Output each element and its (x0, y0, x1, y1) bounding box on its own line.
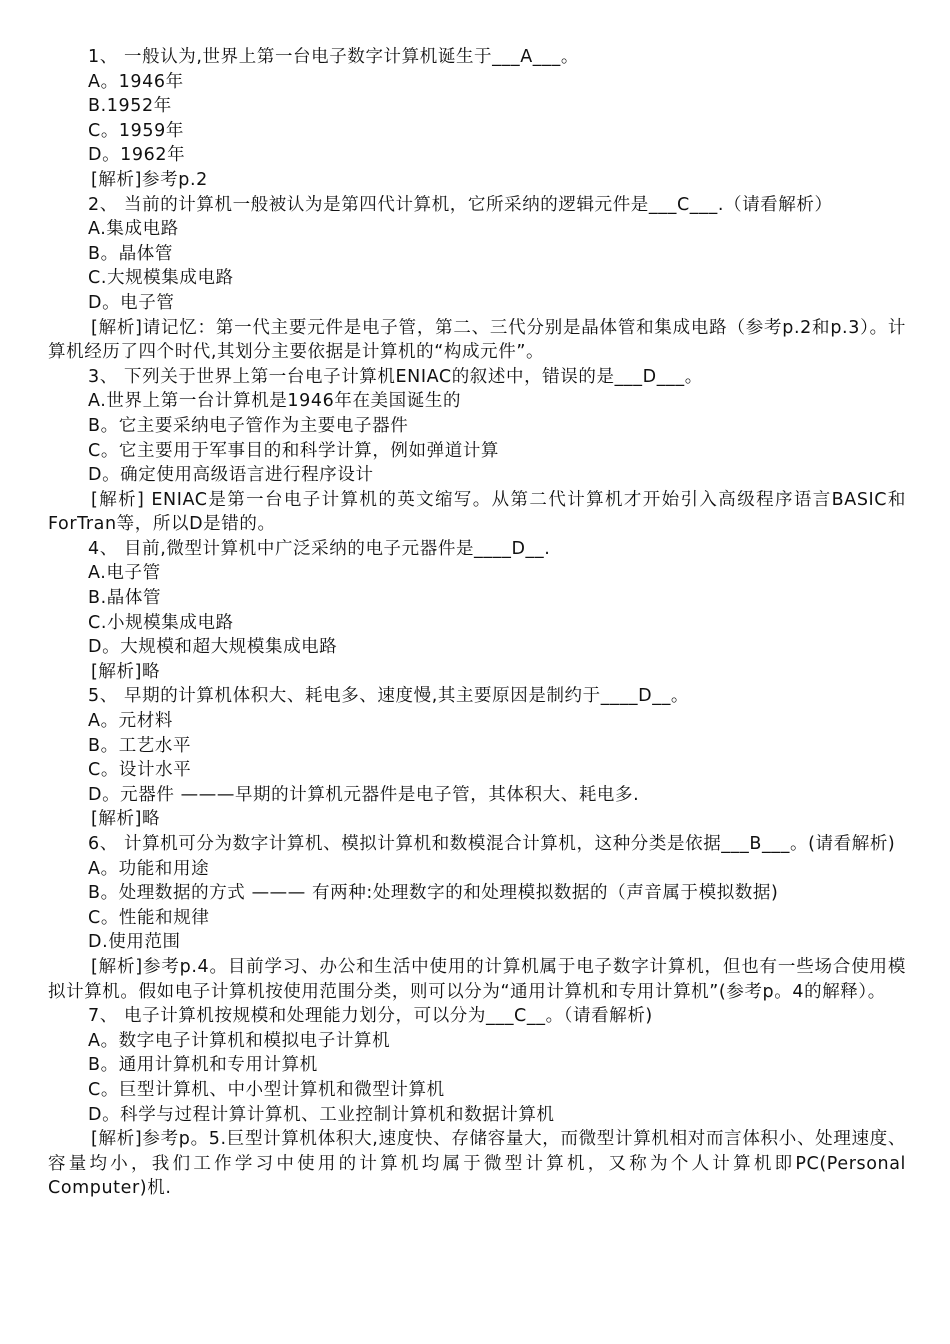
question-4-option-a: A.电子管 (88, 563, 161, 584)
question-3-stem: 3、 下列关于世界上第一台电子计算机ENIAC的叙述中，错误的是___D___。 (88, 366, 703, 387)
question-7-explanation: [解析]参考p。5.巨型计算机体积大,速度快、存储容量大，而微型计算机相对而言体积小、处理速度、容量均小，我们工作学习中使用的计算机均属于微型计算机，又称为个人计算机即PC(Personal Computer)机. (48, 1129, 906, 1199)
question-4-option-c: C.小规模集成电路 (88, 612, 234, 633)
question-2-explanation: [解析]请记忆：第一代主要元件是电子管，第二、三代分别是晶体管和集成电路（参考p.2和p.3）。计算机经历了四个时代,其划分主要依据是计算机的“构成元件”。 (48, 317, 906, 363)
question-4-option-b: B.晶体管 (88, 588, 162, 609)
question-5-option-c: C。设计水平 (88, 760, 192, 781)
question-6-option-d: D.使用范围 (88, 932, 181, 953)
question-3-option-c: C。它主要用于军事目的和科学计算，例如弹道计算 (88, 440, 500, 461)
question-3-option-d: D。确定使用高级语言进行程序设计 (88, 465, 374, 486)
document-page (48, 45, 906, 1201)
question-3-option-b: B。它主要采纳电子管作为主要电子器件 (88, 415, 409, 436)
question-7-option-c: C。巨型计算机、中小型计算机和微型计算机 (88, 1079, 445, 1100)
question-6-explanation: [解析]参考p.4。目前学习、办公和生活中使用的计算机属于电子数字计算机，但也有一些场合使用模拟计算机。假如电子计算机按使用范围分类，则可以分为“通用计算机和专用计算机”(参考p。4的解释）。 (48, 956, 906, 1002)
question-7-option-d: D。科学与过程计算计算机、工业控制计算机和数据计算机 (88, 1104, 555, 1125)
question-2-option-d: D。电子管 (88, 292, 175, 313)
question-2-stem: 2、 当前的计算机一般被认为是第四代计算机，它所采纳的逻辑元件是___C___.（请看解析） (88, 194, 833, 215)
question-2-option-b: B。晶体管 (88, 243, 174, 264)
question-5-explanation: [解析]略 (91, 809, 161, 830)
question-1-option-c: C。1959年 (88, 120, 184, 141)
question-6-stem: 6、 计算机可分为数字计算机、模拟计算机和数模混合计算机，这种分类是依据___B___。(请看解析) (88, 834, 896, 854)
question-4-option-d: D。大规模和超大规模集成电路 (88, 637, 338, 658)
question-1-explanation: [解析]参考p.2 (91, 169, 208, 190)
question-1-option-a: A。1946年 (88, 71, 184, 92)
question-1-option-b: B.1952年 (88, 96, 172, 117)
question-7-stem: 7、 电子计算机按规模和处理能力划分，可以分为___C__。（请看解析) (88, 1006, 653, 1027)
question-5-option-d: D。元器件 ———早期的计算机元器件是电子管，其体积大、耗电多. (88, 784, 640, 805)
question-6-option-a: A。功能和用途 (88, 858, 210, 879)
question-3-option-a: A.世界上第一台计算机是1946年在美国诞生的 (88, 391, 462, 412)
question-6-option-c: C。性能和规律 (88, 907, 210, 928)
question-5-option-a: A。元材料 (88, 711, 173, 732)
question-1-stem: 1、 一般认为,世界上第一台电子数字计算机诞生于___A___。 (88, 47, 579, 67)
question-7-option-b: B。通用计算机和专用计算机 (88, 1055, 318, 1076)
question-3-explanation: [解析] ENIAC是第一台电子计算机的英文缩写。从第二代计算机才开始引入高级程序语言BASIC和ForTran等，所以D是错的。 (48, 489, 906, 535)
question-7-option-a: A。数字电子计算机和模拟电子计算机 (88, 1030, 391, 1051)
question-2-option-c: C.大规模集成电路 (88, 268, 234, 289)
question-1-option-d: D。1962年 (88, 145, 186, 166)
question-4-explanation: [解析]略 (91, 661, 161, 682)
question-5-stem: 5、 早期的计算机体积大、耗电多、速度慢,其主要原因是制约于____D__。 (88, 686, 690, 707)
question-4-stem: 4、 目前,微型计算机中广泛采纳的电子元器件是____D__. (88, 538, 551, 559)
question-5-option-b: B。工艺水平 (88, 735, 192, 756)
question-6-option-b: B。处理数据的方式 ——— 有两种:处理数字的和处理模拟数据的（声音属于模拟数据) (88, 883, 779, 904)
question-2-option-a: A.集成电路 (88, 219, 179, 240)
